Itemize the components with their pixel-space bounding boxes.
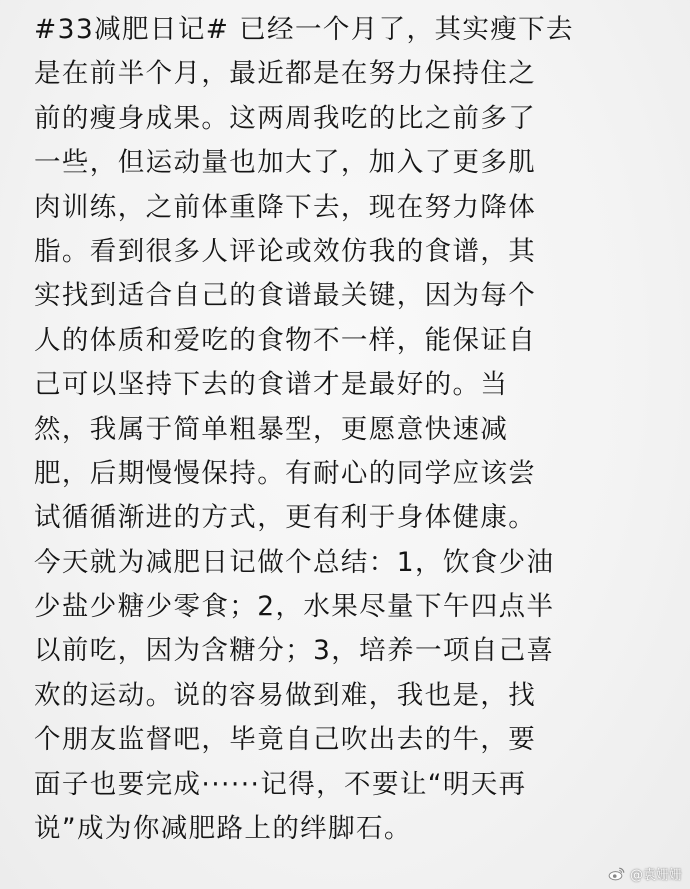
note-line: 少盐少糖少零食；2，水果尽量下午四点半	[34, 591, 555, 623]
note-line: 实找到适合自己的食谱最关键，因为每个	[34, 280, 537, 312]
note-line: 前的瘦身成果。这两周我吃的比之前多了	[34, 102, 537, 134]
note-body	[34, 8, 664, 851]
note-line: 脂。看到很多人评论或效仿我的食谱，其	[34, 235, 537, 267]
note-line: 以前吃，因为含糖分；3，培养一项自己喜	[34, 635, 555, 667]
note-line: 面子也要完成······记得，不要让“明天再	[34, 768, 527, 800]
note-line: 己可以坚持下去的食谱才是最好的。当	[34, 369, 509, 401]
note-line: 今天就为减肥日记做个总结：1，饮食少油	[34, 546, 555, 578]
note-line: 肉训练，之前体重降下去，现在努力降体	[34, 191, 537, 223]
note-line: 人的体质和爱吃的食物不一样，能保证自	[34, 324, 537, 356]
note-line: 然，我属于简单粗暴型，更愿意快速减	[34, 413, 509, 445]
watermark-text: @袁姗姗	[629, 868, 682, 883]
note-line: 试循循渐进的方式，更有利于身体健康。	[34, 502, 537, 534]
note-line: 是在前半个月，最近都是在努力保持住之	[34, 58, 537, 90]
note-line: 肥，后期慢慢保持。有耐心的同学应该尝	[34, 457, 537, 489]
weibo-watermark	[608, 864, 682, 883]
note-line: 一些，但运动量也加大了，加入了更多肌	[34, 147, 537, 179]
note-line: #33减肥日记# 已经一个月了，其实瘦下去	[34, 14, 574, 45]
note-line: 欢的运动。说的容易做到难，我也是，找	[34, 679, 537, 711]
weibo-icon	[608, 866, 626, 881]
note-line: 说”成为你减肥路上的绊脚石。	[34, 813, 412, 845]
note-line: 个朋友监督吧，毕竟自己吹出去的牛，要	[34, 724, 537, 756]
